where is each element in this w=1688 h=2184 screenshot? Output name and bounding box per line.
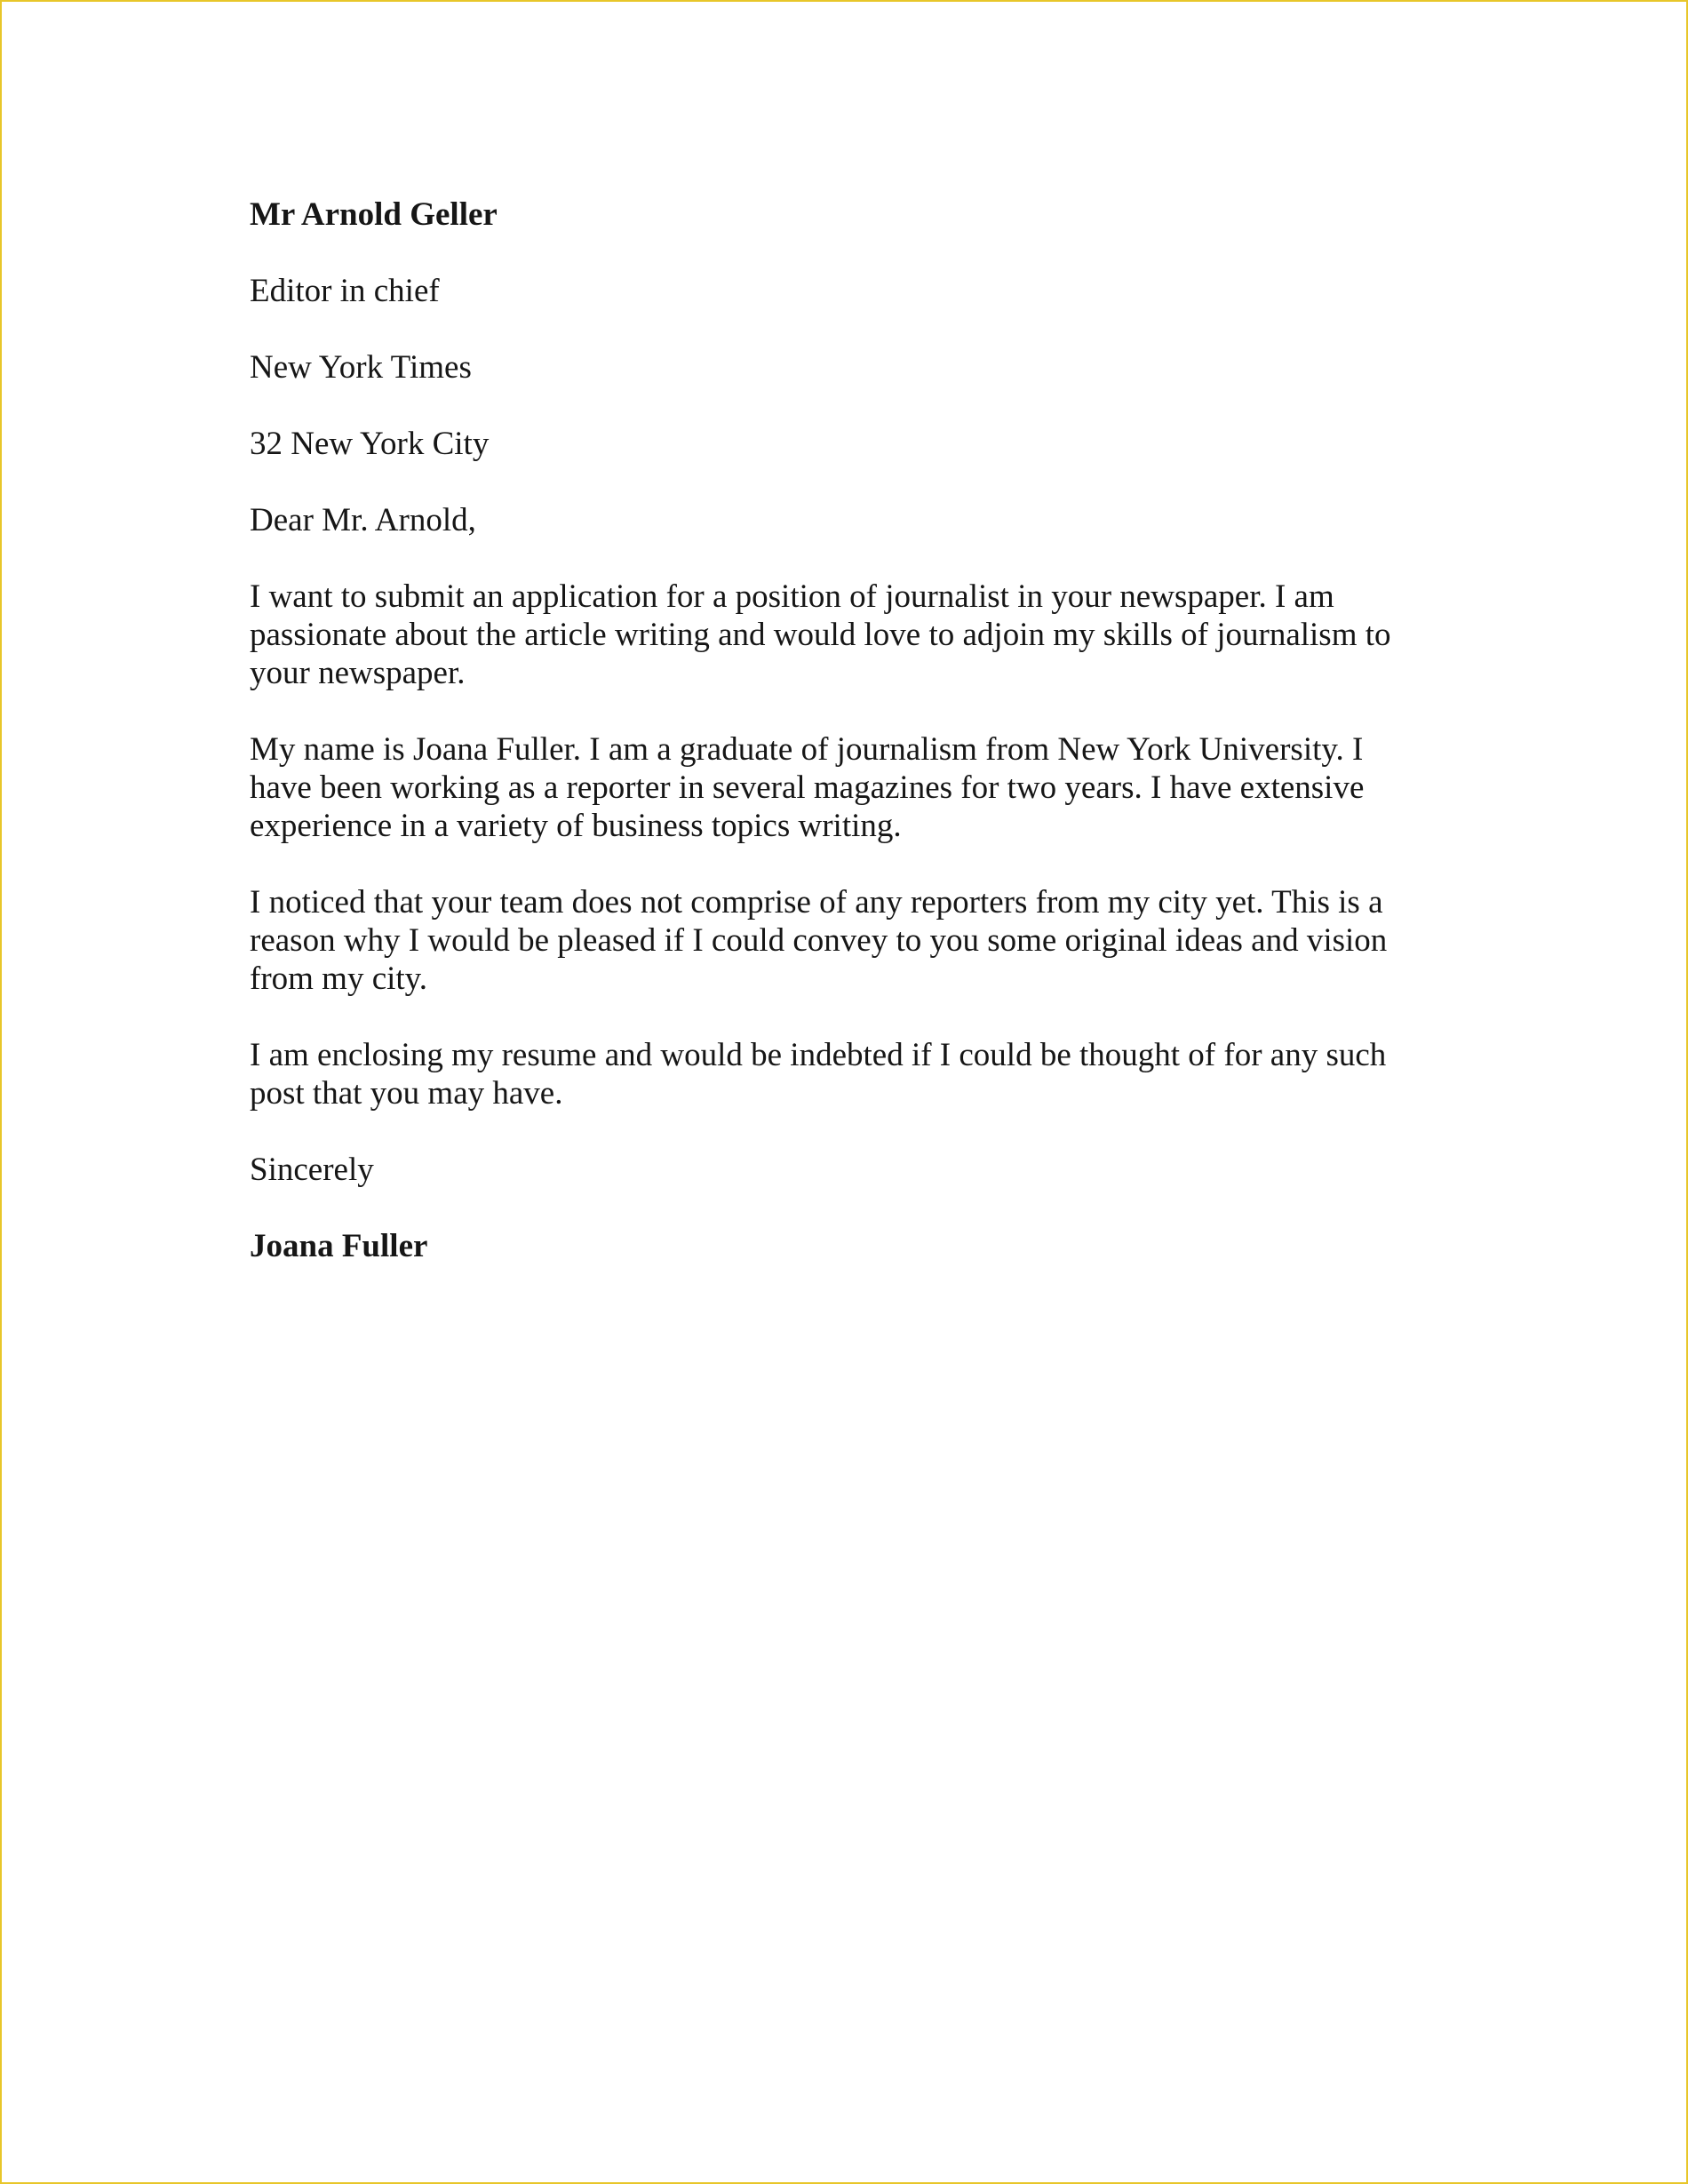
body-paragraph-4: I am enclosing my resume and would be indebted if I could be thought of for any such post that you may have. <box>250 1037 1387 1112</box>
body-paragraph-2: My name is Joana Fuller. I am a graduate of journalism from New York University. I have been working as a reporter in several magazines for two years. I have extensive experience in a variety of business topics writing. <box>250 731 1365 844</box>
salutation: Dear Mr. Arnold, <box>250 502 476 538</box>
signature-name: Joana Fuller <box>250 1228 428 1264</box>
recipient-name: Mr Arnold Geller <box>250 196 498 233</box>
closing: Sincerely <box>250 1152 374 1188</box>
recipient-company: New York Times <box>250 349 472 386</box>
recipient-address: 32 New York City <box>250 426 490 462</box>
body-paragraph-3: I noticed that your team does not comprise of any reporters from my city yet. This is a reason why I would be pleased if I could convey to you some original ideas and vision from my city. <box>250 884 1388 997</box>
cover-letter <box>250 195 1422 1303</box>
body-paragraph-1: I want to submit an application for a position of journalist in your newspaper. I am passionate about the article writing and would love to adjoin my skills of journalism to your newspaper. <box>250 578 1391 691</box>
recipient-title: Editor in chief <box>250 273 440 309</box>
